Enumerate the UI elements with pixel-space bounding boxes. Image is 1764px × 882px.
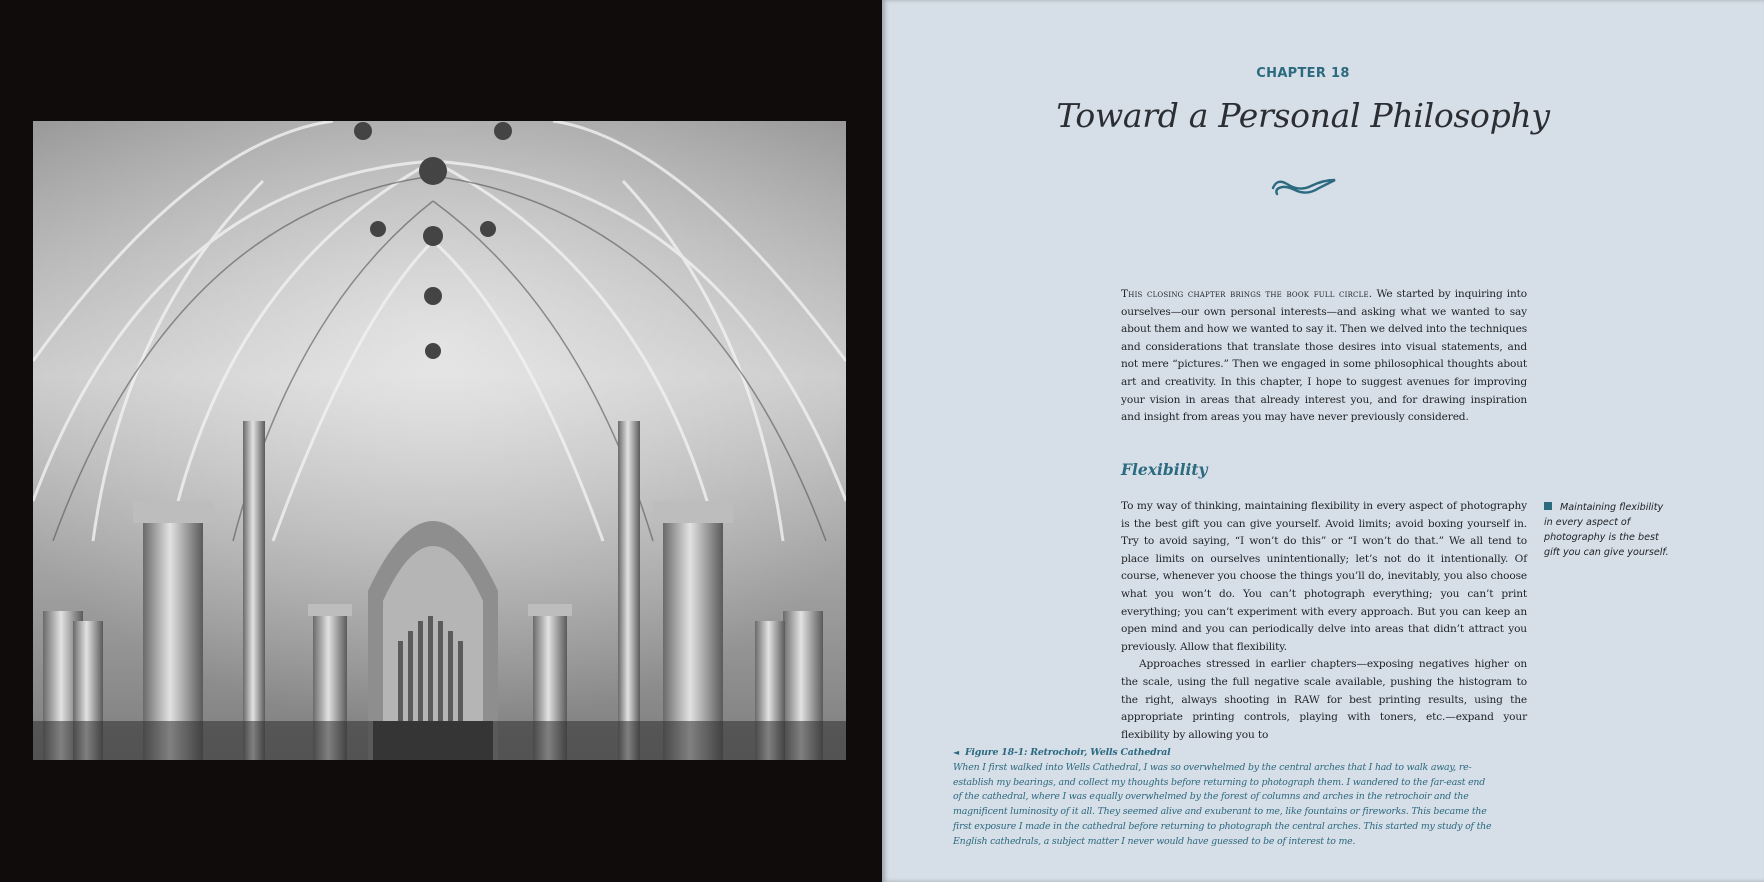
right-page [882,0,1764,882]
intro-lead: This closing chapter brings the book full circle. [1121,288,1373,300]
square-bullet-icon [1544,502,1552,510]
margin-note [1544,500,1672,560]
figure-caption-text: When I first walked into Wells Cathedral, I was so overwhelmed by the central arches that I had to walk away, re-establish my bearings, and collect my thoughts before returning to photograph them. I wandered to the far-east end of the cathedral, where I was equally overwhelmed by the forest of columns and arches in the retrochoir and the magnificent luminosity of it all. They seemed alive and exuberant to me, like fountains or fireworks. This became the first exposure I made in the cathedral before returning to photograph the central arches. This started my study of the English cathedrals, a subject matter I never would have guessed to be of interest to me. [953,761,1492,847]
intro-paragraph [1121,286,1527,427]
body-paragraph: To my way of thinking, maintaining flexibility in every aspect of photography is the best gift you can give yourself. Avoid limits; avoid boxing yourself in. Try to avoid saying, “I won’t do this” or “I won’t do that.” We all tend to place limits on ourselves unintentionally; let’s not do it intentionally. Of course, whenever you choose the things you’ll do, inevitably, you also choose what you won’t do. You can’t photograph everything; you can’t print everything; you can’t experiment with every approach. But you can keep an open mind and you can periodically delve into areas that didn’t attract you previously. Allow that flexibility. [1121,500,1527,653]
cathedral-photo [33,121,846,760]
intro-text: We started by inquiring into ourselves—our own personal interests—and asking what we wanted to say about them and how we wanted to say it. Then we delved into the techniques and considerations that translate those desires into visual statements, and not mere “pictures.” Then we engaged in some philosophical thoughts about art and creativity. In this chapter, I hope to suggest avenues for improving your vision in areas that already interest you, and for drawing inspiration and insight from areas you may have never previously considered. [1121,288,1527,424]
swash-ornament-icon [1269,170,1339,198]
section-heading: Flexibility [1121,460,1208,479]
margin-note-text: Maintaining flexibility in every aspect of photography is the best gift you can give yourself. [1544,502,1669,558]
body-paragraph: Approaches stressed in earlier chapters—exposing negatives higher on the scale, using the full negative scale available, pushing the histogram to the right, always shooting in RAW for best printing results, using the appropriate printing controls, playing with toners, etc.—expand your flexibility by allowing you to [1121,658,1527,741]
figure-caption [953,746,1493,850]
chapter-title: Toward a Personal Philosophy [1056,96,1550,135]
section-body [1121,498,1527,744]
cathedral-image [33,121,846,760]
figure-title: Figure 18-1: Retrochoir, Wells Cathedral [964,747,1171,758]
left-arrow-icon: ◄ [953,748,959,757]
chapter-label: CHAPTER 18 [1256,66,1350,81]
